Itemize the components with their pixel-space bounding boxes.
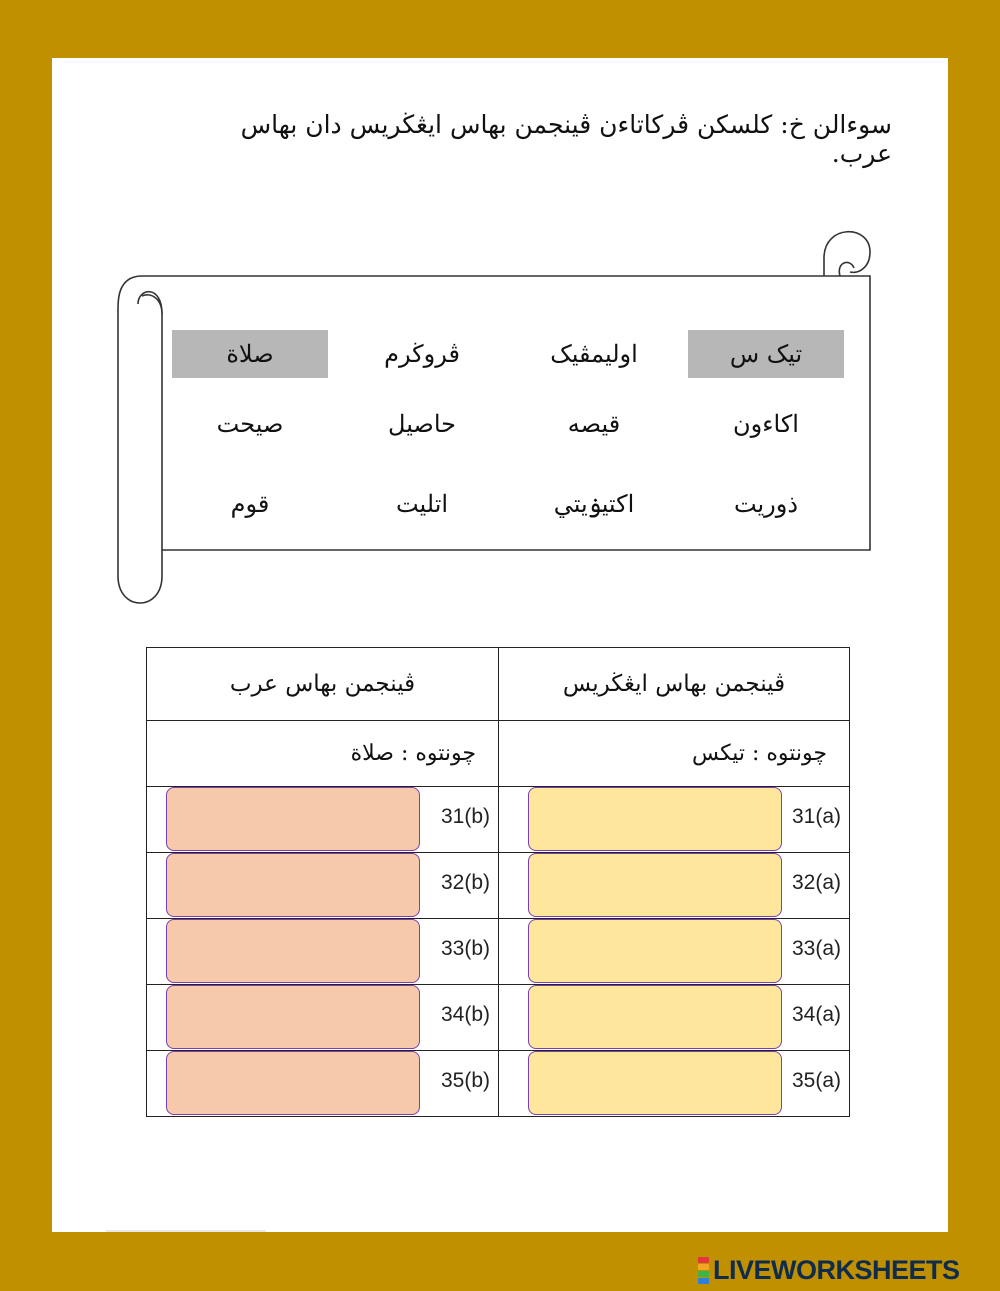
question-number: 32(b) — [440, 871, 490, 894]
answer-cell-b — [147, 853, 499, 919]
answer-cell-a — [499, 919, 850, 985]
answer-cell-b — [147, 985, 499, 1051]
answer-cell-a — [499, 853, 850, 919]
example-english — [499, 721, 850, 787]
question-number: 33(b) — [440, 937, 490, 960]
question-number: 32(a) — [791, 871, 841, 894]
answer-input-31(a)[interactable] — [528, 787, 782, 851]
answer-input-34(b)[interactable] — [166, 985, 420, 1049]
answer-input-33(a)[interactable] — [528, 919, 782, 983]
answer-cell-b — [147, 919, 499, 985]
answer-row — [147, 853, 850, 919]
word-bank-item: ڤروڬرم — [384, 340, 460, 368]
answer-cell-a — [499, 787, 850, 853]
word-bank-item: تيک س — [688, 330, 844, 378]
question-number: 35(b) — [440, 1069, 490, 1092]
answer-cell-b — [147, 1051, 499, 1117]
word-bank-item: قوم — [230, 490, 270, 518]
question-number: 31(a) — [791, 805, 841, 828]
answer-input-35(b)[interactable] — [166, 1051, 420, 1115]
answer-cell-a — [499, 1051, 850, 1117]
answer-row — [147, 985, 850, 1051]
word-bank-item: اكتيۏيتي — [553, 490, 635, 518]
liveworksheets-logo-icon — [698, 1256, 709, 1284]
divider — [106, 1230, 266, 1232]
brand-name: LIVEWORKSHEETS — [713, 1254, 960, 1285]
answer-cell-b — [147, 787, 499, 853]
example-arabic — [147, 721, 499, 787]
word-bank-item: اوليمڤيک — [550, 340, 638, 368]
question-text: سوءالن خ: كلسكن ڤركاتاءن ڤينجمن بهاس ايڠڬريس دان بهاس عرب. — [240, 110, 892, 168]
answer-input-34(a)[interactable] — [528, 985, 782, 1049]
question-number: 33(a) — [791, 937, 841, 960]
question-number: 31(b) — [440, 805, 490, 828]
word-bank-item: حاصيل — [388, 410, 456, 438]
answer-row — [147, 919, 850, 985]
answer-table — [146, 647, 850, 1117]
liveworksheets-logo — [698, 1256, 960, 1284]
word-bank-item: ذوريت — [733, 490, 799, 518]
answer-row — [147, 1051, 850, 1117]
example-arabic-text: چونتوه : صلاة — [350, 741, 476, 766]
word-bank-item: قيصه — [567, 410, 621, 438]
word-bank-item: اكاءون — [733, 410, 799, 438]
answer-cell-a — [499, 985, 850, 1051]
answer-input-35(a)[interactable] — [528, 1051, 782, 1115]
question-number: 35(a) — [791, 1069, 841, 1092]
header-arabic-loanwords: ڤينجمن بهاس عرب — [147, 648, 499, 721]
word-bank-item: اتليت — [395, 490, 449, 518]
answer-input-33(b)[interactable] — [166, 919, 420, 983]
word-bank-item: صلاة — [172, 330, 328, 378]
answer-input-32(a)[interactable] — [528, 853, 782, 917]
question-number: 34(a) — [791, 1003, 841, 1026]
header-english-loanwords: ڤينجمن بهاس ايڠڬريس — [499, 648, 850, 721]
question-number: 34(b) — [440, 1003, 490, 1026]
answer-input-31(b)[interactable] — [166, 787, 420, 851]
answer-row — [147, 787, 850, 853]
word-bank-item: صيحت — [216, 410, 284, 438]
example-english-text: چونتوه : تيکس — [692, 741, 827, 766]
answer-input-32(b)[interactable] — [166, 853, 420, 917]
